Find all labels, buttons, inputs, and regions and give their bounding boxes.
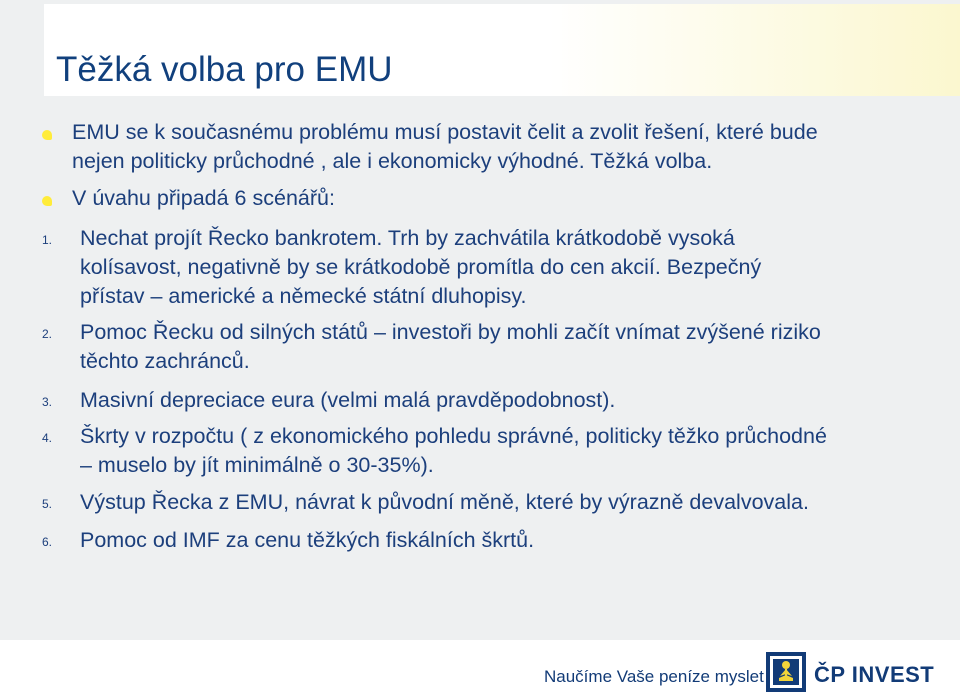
- scenario-text: Výstup Řecka z EMU, návrat k původní měně, které by výrazně devalvovala.: [80, 490, 809, 514]
- bullet-text: V úvahu připadá 6 scénářů:: [72, 186, 335, 210]
- scenario-number: 4.: [42, 431, 53, 445]
- scenario-item: [42, 488, 930, 517]
- scenario-text: přístav – americké a německé státní dluhopisy.: [80, 284, 527, 308]
- scenario-text: Pomoc od IMF za cenu těžkých fiskálních škrtů.: [80, 528, 535, 552]
- scenario-text: – muselo by jít minimálně o 30-35%).: [80, 453, 434, 477]
- bullet-marker-icon: [42, 130, 52, 140]
- scenario-text: Škrty v rozpočtu ( z ekonomického pohledu správné, politicky těžko průchodné: [80, 424, 827, 448]
- scenario-item: [42, 422, 930, 480]
- scenario-number: 1.: [42, 233, 53, 247]
- bullet-marker-icon: [42, 196, 52, 206]
- brand-name: ČP INVEST: [814, 662, 935, 687]
- scenario-number: 2.: [42, 327, 53, 341]
- scenario-item: [42, 224, 930, 311]
- scenario-item: [42, 386, 930, 415]
- bullet-item: [72, 184, 932, 213]
- bullet-text: nejen politicky průchodné , ale i ekonomicky výhodné. Těžká volba.: [72, 149, 713, 173]
- scenario-text: Masivní depreciace eura (velmi malá pravděpodobnost).: [80, 388, 616, 412]
- scenario-item: [42, 318, 930, 376]
- scenario-item: [42, 526, 930, 555]
- scenario-text: Nechat projít Řecko bankrotem. Trh by zachvátila krátkodobě vysoká: [80, 226, 735, 250]
- bullet-text: EMU se k současnému problému musí postavit čelit a zvolit řešení, které bude: [72, 120, 818, 144]
- scenario-number: 6.: [42, 535, 53, 549]
- scenario-number: 5.: [42, 497, 53, 511]
- scenario-text: těchto zachránců.: [80, 349, 250, 373]
- cp-invest-logo-icon: [766, 652, 806, 692]
- scenario-number: 3.: [42, 395, 53, 409]
- slide-title: Těžká volba pro EMU: [56, 50, 393, 89]
- bullet-item: [72, 118, 932, 176]
- footer: [0, 640, 960, 692]
- slogan: Naučíme Vaše peníze myslet: [544, 667, 764, 686]
- scenario-text: Pomoc Řecku od silných států – investoři by mohli začít vnímat zvýšené riziko: [80, 320, 821, 344]
- scenario-text: kolísavost, negativně by se krátkodobě promítla do cen akcií. Bezpečný: [80, 255, 762, 279]
